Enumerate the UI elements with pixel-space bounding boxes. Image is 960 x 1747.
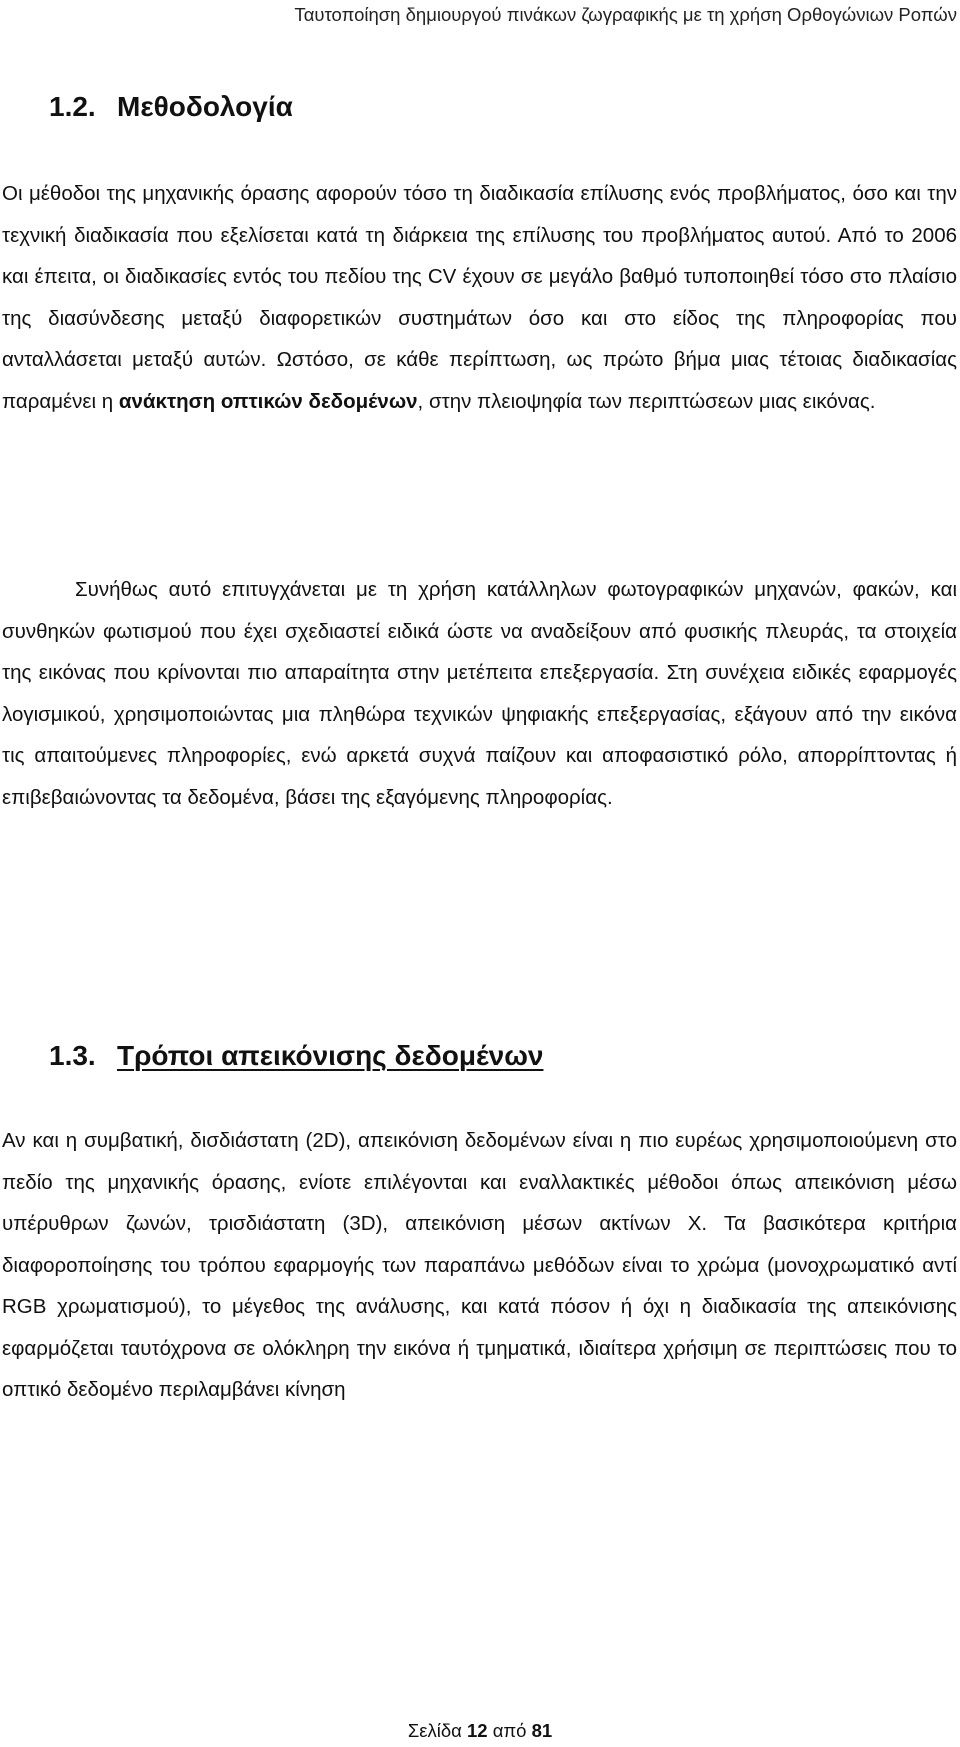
- section-number: 1.3.: [49, 1040, 96, 1071]
- bold-term: ανάκτηση οπτικών δεδομένων: [118, 389, 418, 413]
- page-footer: [0, 1720, 960, 1742]
- paragraph-text: , στην πλειοψηφία των περιπτώσεων μιας εικόνας.: [417, 389, 876, 413]
- paragraph-text: Αν και η συμβατική, δισδιάστατη (2D), απεικόνιση δεδομένων είναι η πιο ευρέως χρησιμοποιούμενη στο πεδίο της μηχανικής όρασης, ενίοτε επιλέγονται και εναλλακτικές μέθοδοι όπως απεικόνιση μέσω υπέρυθρων ζωνών, τρισδιάστατη (3D), απεικόνιση μέσων ακτίνων Χ. Τα βασικότερα κριτήρια διαφοροποίησης του τρόπου εφαρμογής των παραπάνω μεθόδων είναι το χρώμα (μονοχρωματικό αντί RGB χρωματισμού), το μέγεθος της ανάλυσης, και κατά πόσον ή όχι η διαδικασία της απεικόνισης εφαρμόζεται ταυτόχρονα σε ολόκληρη την εικόνα ή τμηματικά, ιδιαίτερα χρήσιμη σε περιπτώσεις που το οπτικό δεδομένο περιλαμβάνει κίνηση: [2, 1129, 957, 1401]
- section-heading-methodology: [49, 91, 293, 123]
- paragraph-methodology-2: [2, 569, 957, 818]
- footer-of-word: από: [492, 1720, 527, 1741]
- footer-page-current: 12: [467, 1720, 488, 1741]
- paragraph-methodology-1: [2, 173, 957, 422]
- footer-page-total: 81: [531, 1720, 553, 1741]
- section-title: Τρόποι απεικόνισης δεδομένων: [117, 1040, 544, 1071]
- paragraph-text: Συνήθως αυτό επιτυγχάνεται με τη χρήση κατάλληλων φωτογραφικών μηχανών, φακών, και συνθηκών φωτισμού που έχει σχεδιαστεί ειδικά ώστε να αναδείξουν από φυσικής πλευράς, τα στοιχεία της εικόνας που κρίνονται πιο απαραίτητα στην μετέπειτα επεξεργασία. Στη συνέχεια ειδικές εφαρμογές λογισμικού, χρησιμοποιώντας μια πληθώρα τεχνικών ψηφιακής επεξεργασίας, εξάγουν από την εικόνα τις απαιτούμενες πληροφορίες, ενώ αρκετά συχνά παίζουν και αποφασιστικό ρόλο, απορρίπτοντας ή επιβεβαιώνοντας τα δεδομένα, βάσει της εξαγόμενης πληροφορίας.: [2, 578, 957, 809]
- section-number: 1.2.: [49, 91, 96, 122]
- footer-page-word: Σελίδα: [407, 1720, 462, 1741]
- paragraph-text: Οι μέθοδοι της μηχανικής όρασης αφορούν τόσο τη διαδικασία επίλυσης ενός προβλήματος, όσο και την τεχνική διαδικασία που εξελίσεται κατά τη διάρκεια της επίλυσης του προβλήματος αυτού. Από το 2006 και έπειτα, οι διαδικασίες εντός του πεδίου της CV έχουν σε μεγάλο βαθμό τυποποιηθεί τόσο στο πλαίσιο της διασύνδεσης μεταξύ διαφορετικών συστημάτων όσο και στο είδος της πληροφορίας που ανταλλάσεται μεταξύ αυτών. Ωστόσο, σε κάθε περίπτωση, ως πρώτο βήμα μιας τέτοιας διαδικασίας παραμένει η: [2, 182, 957, 413]
- section-heading-data-display: [49, 1040, 543, 1072]
- running-header: Ταυτοποίηση δημιουργού πινάκων ζωγραφικής με τη χρήση Ορθογώνιων Ροπών: [294, 4, 957, 25]
- paragraph-data-display-1: [2, 1120, 957, 1411]
- section-title: Μεθοδολογία: [117, 91, 293, 122]
